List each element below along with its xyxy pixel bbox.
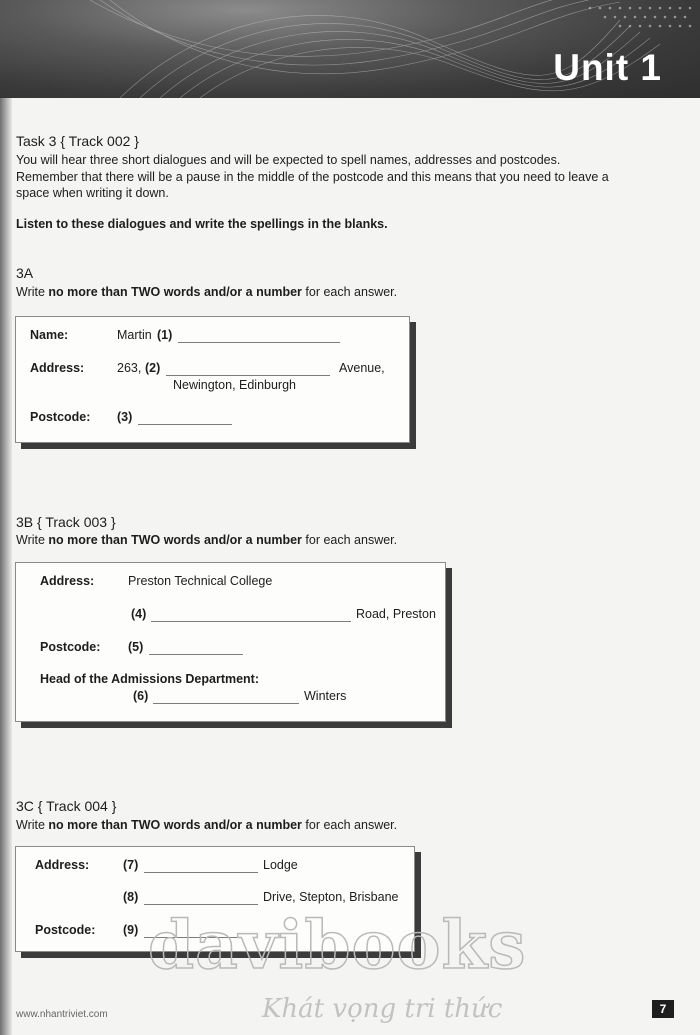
instruction-prefix: Write (16, 285, 45, 299)
question-1-number: (1) (157, 328, 173, 342)
answer-blank-3[interactable] (138, 424, 232, 425)
question-3-number: (3) (117, 410, 133, 424)
section-3c-instruction (16, 818, 397, 832)
address-label: Address: (35, 858, 90, 872)
section-3c-title: 3C { Track 004 } (16, 798, 117, 814)
question-8-number: (8) (123, 890, 139, 904)
answer-blank-6[interactable] (153, 703, 299, 704)
instruction-emphasis: no more than TWO words and/or a number (48, 818, 302, 832)
watermark-logo: davibooks (148, 906, 527, 984)
form-box-3a (15, 316, 410, 443)
instruction-suffix: for each answer. (305, 818, 398, 832)
intro-line-1: You will hear three short dialogues and will be expected to spell names, addresses and postcodes. (16, 153, 561, 167)
head-suffix: Winters (304, 689, 347, 703)
question-5-number: (5) (128, 640, 144, 654)
instruction-emphasis: no more than TWO words and/or a number (48, 285, 302, 299)
unit-header-banner (0, 0, 700, 98)
listen-instruction: Listen to these dialogues and write the spellings in the blanks. (16, 217, 388, 231)
instruction-suffix: for each answer. (305, 533, 398, 547)
name-label: Name: (30, 328, 69, 342)
page-number: 7 (652, 1000, 674, 1018)
task-title: Task 3 { Track 002 } (16, 133, 139, 149)
address-value: 263, (117, 361, 142, 375)
question-2-number: (2) (145, 361, 161, 375)
intro-line-2: Remember that there will be a pause in the middle of the postcode and this means that you need to leave a (16, 170, 609, 184)
answer-blank-8[interactable] (144, 904, 258, 905)
publisher-website: www.nhantriviet.com (16, 1009, 108, 1020)
address-line-2: Newington, Edinburgh (173, 378, 296, 392)
answer-blank-5[interactable] (149, 654, 243, 655)
lodge-suffix: Lodge (263, 858, 298, 872)
answer-blank-1[interactable] (178, 342, 340, 343)
question-4-number: (4) (131, 607, 147, 621)
drive-suffix: Drive, Stepton, Brisbane (263, 890, 399, 904)
question-6-number: (6) (133, 689, 149, 703)
intro-line-3: space when writing it down. (16, 186, 169, 200)
address-value: Preston Technical College (128, 574, 273, 588)
answer-blank-2[interactable] (166, 375, 330, 376)
watermark-tagline: Khát vọng tri thức (262, 994, 503, 1024)
address-suffix: Avenue, (339, 361, 385, 375)
instruction-prefix: Write (16, 533, 45, 547)
unit-title: Unit 1 (553, 47, 662, 88)
section-3b-title: 3B { Track 003 } (16, 514, 116, 530)
answer-blank-4[interactable] (151, 621, 351, 622)
name-value: Martin (117, 328, 152, 342)
address-label: Address: (40, 574, 95, 588)
instruction-suffix: for each answer. (305, 285, 398, 299)
head-of-admissions-label: Head of the Admissions Department: (40, 672, 260, 686)
instruction-emphasis: no more than TWO words and/or a number (48, 533, 302, 547)
postcode-label: Postcode: (30, 410, 91, 424)
section-3a-title: 3A (16, 265, 34, 281)
answer-blank-7[interactable] (144, 872, 258, 873)
section-3a-instruction (16, 285, 397, 299)
question-7-number: (7) (123, 858, 139, 872)
book-spine-shadow (0, 0, 12, 1035)
road-suffix: Road, Preston (356, 607, 436, 621)
question-9-number: (9) (123, 923, 139, 937)
form-box-3b (15, 562, 446, 722)
instruction-prefix: Write (16, 818, 45, 832)
postcode-label: Postcode: (40, 640, 101, 654)
section-3b-instruction (16, 533, 397, 547)
postcode-label: Postcode: (35, 923, 96, 937)
address-label: Address: (30, 361, 85, 375)
